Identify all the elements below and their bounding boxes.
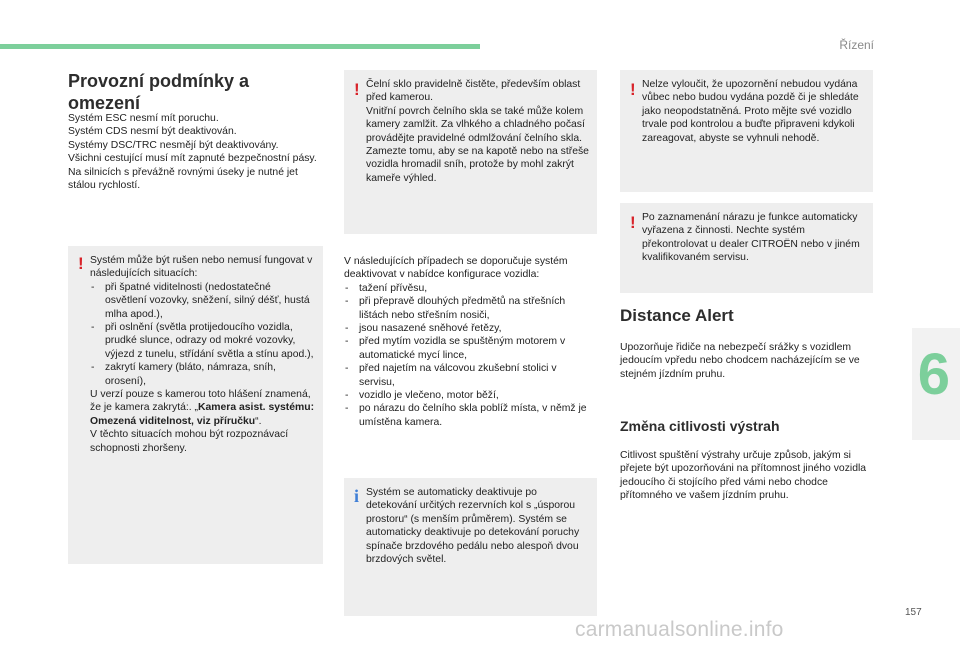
warning-box-alerts [620,70,873,192]
list-item: - zakrytí kamery (bláto, námraza, sníh, orosení), [90,361,315,388]
impact-warning-text: Po zaznamenání nárazu je funkce automaticky vyřazena z činnosti. Nechte systém překontrolovat u dealer CITROËN nebo v jiném kvalifikovaném servisu. [642,212,860,264]
distance-alert-text: Upozorňuje řidiče na nebezpečí srážky s vozidlem jedoucím vpředu nebo chodcem nacházejícím se ve stejném jízdním pruhu. [620,342,860,380]
deactivation-list [344,282,594,429]
intro-text [68,112,324,192]
list-item: - jsou nasazené sněhové řetězy, [344,322,594,335]
intro-line: Systém ESC nesmí mít poruchu. [68,113,219,124]
list-item: - při špatné viditelnosti (nedostatečné osvětlení vozovky, sněžení, silný déšť, hustá mlha apod.), [90,281,315,321]
windshield-paragraph: Čelní sklo pravidelně čistěte, především oblast před kamerou. [366,79,581,104]
alerts-warning-text: Nelze vyloučit, že upozornění nebudou vydána vůbec nebo budou vydána pozdě či je shledáte jako neopodstatněná. Proto mějte své vozidlo trvale pod kontrolou a buďte připraveni kdykoli zareagovat, abyste se vyhnuli nehodě. [642,79,859,144]
info-box [344,478,597,616]
intro-line: Všichni cestující musí mít zapnuté bezpečnostní pásy. [68,153,317,165]
camera-note-pre: U verzí pouze s kamerou toto hlášení znamená, že je kamera zakrytá:. „ [90,389,311,414]
info-text: Systém se automaticky deaktivuje po detekování určitých rezervních kol s „úsporou prostoru“ (s menším průměrem). Systém se automaticky deaktivuje po detekování poruchy spínače brzdového pedálu nebo alespoň dvou brzdových světel. [366,487,580,566]
distance-alert-heading: Distance Alert [620,306,734,325]
section-title: Řízení [839,38,874,52]
warning-box-windshield [344,70,597,234]
camera-note-post: “. [255,415,262,427]
warning-icon: ! [630,213,636,232]
deactivation-section [344,255,594,429]
windshield-paragraph: Vnitřní povrch čelního skla se také může kolem kamery zamlžit. Za vlhkého a chladného počasí provádějte pravidelné odmlžování čelního skla. [366,105,585,144]
intro-line: Systém CDS nesmí být deaktivován. [68,126,237,138]
camera-message: Kamera asist. systému: Omezená viditelnost, viz příručku [90,402,315,427]
page-number: 157 [905,607,922,618]
deactivation-lead: V následujících případech se doporučuje systém deaktivovat v nabídce konfigurace vozidla: [344,256,568,281]
info-icon: i [354,486,360,506]
list-item: - před mytím vozidla se spuštěným motorem v automatické mycí lince, [344,335,594,362]
warning-icon: ! [78,254,84,273]
warning-lead: Systém může být rušen nebo nemusí fungovat v následujících situacích: [90,255,313,280]
warning-box-conditions [68,246,323,564]
warning-tail: V těchto situacích mohou být rozpoznávací schopnosti zhoršeny. [90,429,289,454]
list-item: - při přepravě dlouhých předmětů na střešních lištách nebo střešním nosiči, [344,295,594,322]
page-title: Provozní podmínky a omezení [68,71,250,113]
chapter-number: 6 [917,342,950,407]
list-item: - vozidlo je vlečeno, motor běží, [344,389,594,402]
warning-box-impact [620,203,873,293]
list-item: - před najetím na válcovou zkušební stolici v servisu, [344,362,594,389]
header-accent-bar [0,44,480,49]
list-item: - tažení přívěsu, [344,282,594,295]
condition-list [90,281,315,388]
intro-line: Na silnicích s převážně rovnými úseky je nutné jet stálou rychlostí. [68,166,298,192]
camera-note [90,388,315,428]
windshield-paragraph: Zamezte tomu, aby se na kapotě nebo na střeše vozidla hromadil sníh, protože by mohl zakrýt kameře výhled. [366,146,589,184]
warning-icon: ! [354,80,360,99]
list-item: - po nárazu do čelního skla poblíž místa, v němž je umístěna kamera. [344,402,594,429]
intro-line: Systémy DSC/TRC nesmějí být deaktivovány. [68,139,279,151]
watermark: carmanualsonline.info [575,618,784,641]
list-item: - při oslnění (světla protijedoucího vozidla, prudké slunce, odrazy od mokré vozovky, výjezd z tunelu, střídání světla a stínu apod.), [90,321,315,361]
sensitivity-text: Citlivost spuštění výstrahy určuje způsob, jakým si přejete být upozorňováni na přítomnost jiného vozidla jedoucího či stojícího před vámi nebo chodce přítomného ve vašem jízdním pruhu. [620,450,867,502]
warning-icon: ! [630,80,636,99]
sensitivity-heading: Změna citlivosti výstrah [620,418,780,434]
